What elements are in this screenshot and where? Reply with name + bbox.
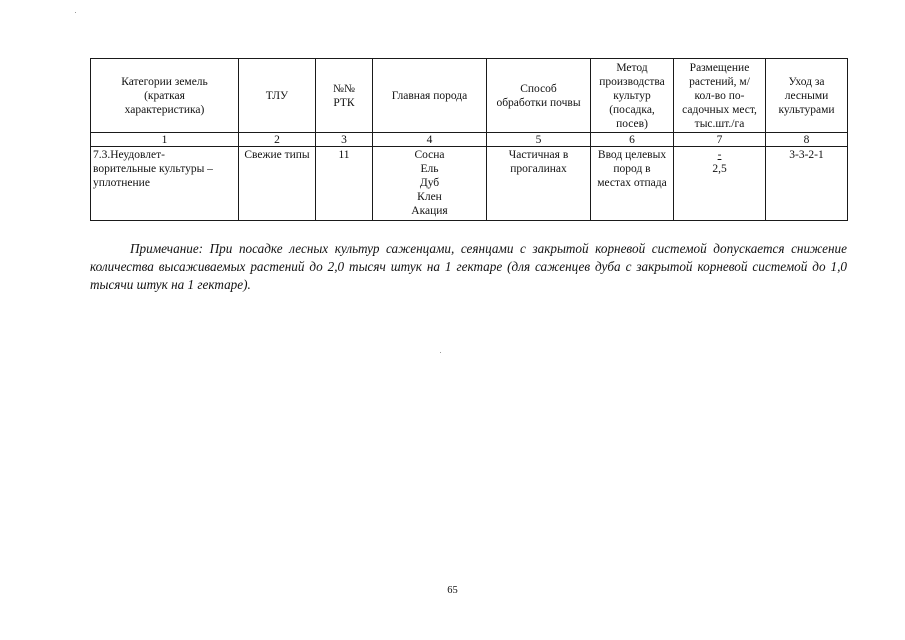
placement-cell (674, 147, 766, 221)
header-cell (674, 59, 766, 133)
text-line: №№ (333, 82, 355, 95)
header-cell (591, 59, 674, 133)
text-line: РТК (333, 96, 355, 109)
care-cell: 3-3-2-1 (766, 147, 848, 221)
column-number: 1 (91, 133, 239, 147)
text-line: культурами (778, 103, 835, 116)
text-line: местах отпада (597, 177, 667, 189)
text-line: Клен (417, 191, 442, 203)
text-line: прогалинах (510, 163, 567, 175)
text-line: лесными (784, 89, 829, 102)
text-line: (краткая (144, 89, 185, 102)
soil-treatment-cell (487, 147, 591, 221)
note-paragraph: Примечание: При посадке лесных культур саженцами, сеянцами с закрытой корневой системой допускается снижение количества высаживаемых растений до 2,0 тысяч штук на 1 гектаре (для саженцев дуба с закрытой корневой системой до 1,0 тысячи штук на 1 гектаре). (90, 241, 847, 292)
column-number: 5 (487, 133, 591, 147)
category-cell (91, 147, 239, 221)
header-cell (316, 59, 373, 133)
scan-speck (75, 12, 76, 13)
text-line: кол-во по- (694, 89, 745, 102)
column-number: 2 (239, 133, 316, 147)
header-row (91, 59, 848, 133)
header-cell (487, 59, 591, 133)
text-line: ворительные культуры – (93, 163, 213, 175)
text-line: Акация (411, 205, 448, 217)
text-line: садочных мест, (682, 103, 757, 116)
column-number: 4 (373, 133, 487, 147)
rtk-cell: 11 (316, 147, 373, 221)
text-line: пород в (613, 163, 651, 175)
text-line: уплотнение (93, 177, 150, 189)
text-line: Сосна (414, 149, 445, 161)
header-cell (239, 59, 316, 133)
text-line: Способ (520, 82, 557, 95)
header-cell (91, 59, 239, 133)
column-number: 6 (591, 133, 674, 147)
header-cell (766, 59, 848, 133)
column-number: 7 (674, 133, 766, 147)
text-line: Метод (616, 61, 648, 74)
text-line: Ввод целевых (597, 149, 667, 161)
column-number: 8 (766, 133, 848, 147)
text-line: (посадка, (609, 103, 655, 116)
column-number-row (91, 133, 848, 147)
method-cell (591, 147, 674, 221)
text-line: Главная порода (391, 89, 468, 102)
text-line: посев) (616, 117, 648, 130)
placement-top: - (717, 149, 722, 161)
text-line: ТЛУ (265, 89, 289, 102)
text-line: Дуб (419, 177, 440, 189)
text-line: Частичная в (508, 149, 569, 161)
text-line: производства (599, 75, 665, 88)
main-species-cell (373, 147, 487, 221)
text-line: характеристика) (124, 103, 205, 116)
header-cell (373, 59, 487, 133)
forest-culture-table (90, 58, 848, 221)
column-number: 3 (316, 133, 373, 147)
text-line: Размещение (689, 61, 750, 74)
text-line: 7.3.Неудовлет- (93, 149, 165, 161)
text-line: обработки почвы (496, 96, 581, 109)
text-line: Ель (420, 163, 439, 175)
table-row (91, 147, 848, 221)
text-line: Категории земель (121, 75, 208, 88)
tlu-cell: Свежие типы (239, 147, 316, 221)
text-line: культур (613, 89, 651, 102)
scan-speck (440, 352, 441, 353)
text-line: Уход за (788, 75, 825, 88)
page-number: 65 (447, 585, 458, 596)
text-line: растений, м/ (689, 75, 750, 88)
text-line: тыс.шт./га (694, 117, 745, 130)
placement-bottom: 2,5 (712, 163, 727, 175)
